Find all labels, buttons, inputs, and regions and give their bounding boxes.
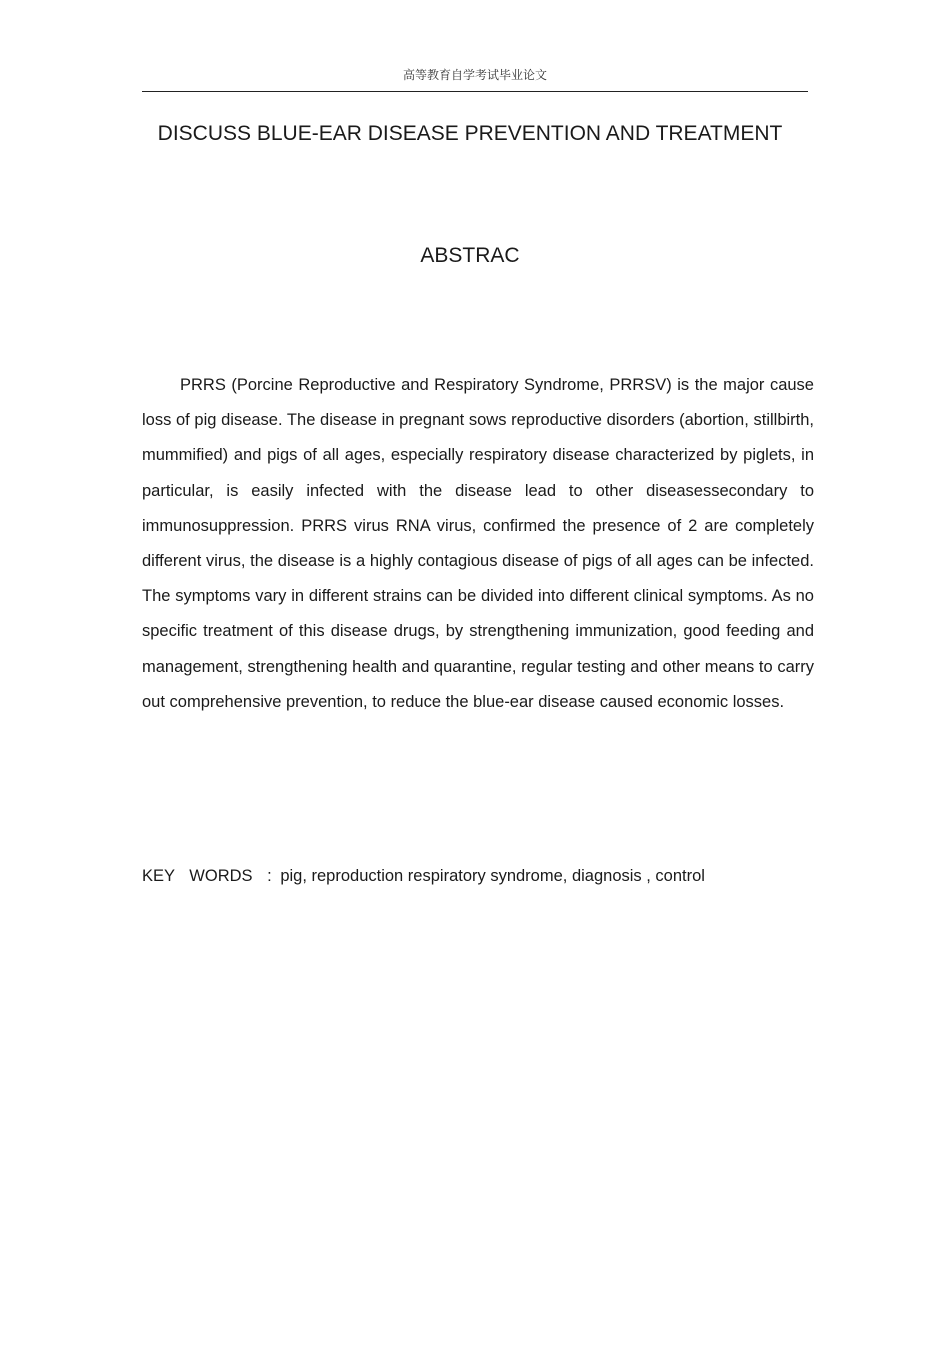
paper-title: DISCUSS BLUE-EAR DISEASE PREVENTION AND TREATMENT <box>157 122 783 145</box>
keywords-values: pig, reproduction respiratory syndrome, diagnosis , control <box>280 867 705 885</box>
keywords-line <box>142 864 814 888</box>
abstract-heading: ABSTRAC <box>420 244 520 267</box>
header-rule <box>142 91 808 92</box>
running-header: 高等教育自学考试毕业论文 <box>402 68 547 82</box>
keywords-label: KEY WORDS : <box>142 867 272 885</box>
abstract-body: PRRS (Porcine Reproductive and Respiratory Syndrome, PRRSV) is the major cause loss of pig disease. The disease in pregnant sows reproductive disorders (abortion, stillbirth, mummified) and pigs of all ages, especially respiratory disease characterized by piglets, in particular, is easily infected with the disease lead to other diseasessecondary to immunosuppression. PRRS virus RNA virus, confirmed the presence of 2 are completely different virus, the disease is a highly contagious disease of pigs of all ages can be infected. The symptoms vary in different strains can be divided into different clinical symptoms. As no specific treatment of this disease drugs, by strengthening immunization, good feeding and management, strengthening health and quarantine, regular testing and other means to carry out comprehensive prevention, to reduce the blue-ear disease caused economic losses. <box>142 376 814 711</box>
